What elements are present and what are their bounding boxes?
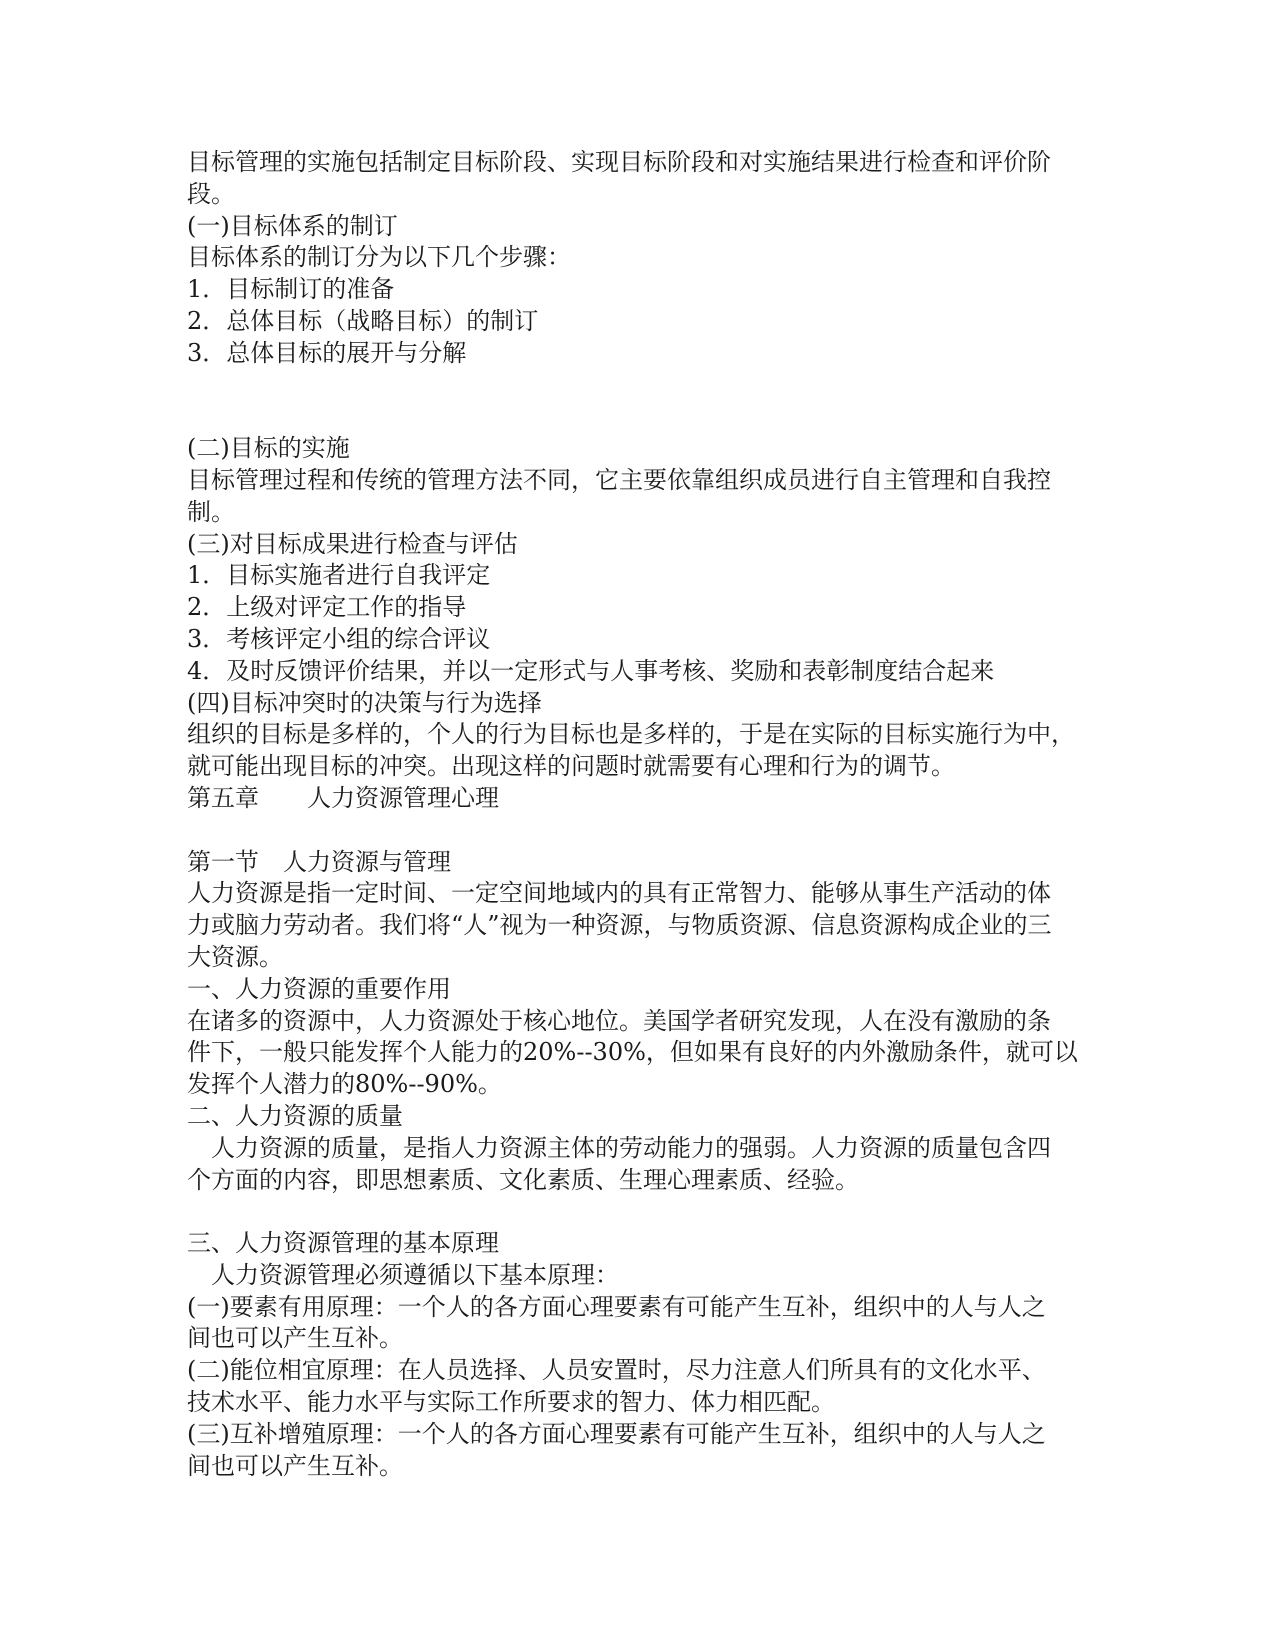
section-heading: (四)目标冲突时的决策与行为选择 [187, 688, 542, 717]
text-line: 力或脑力劳动者。我们将“人”视为一种资源，与物质资源、信息资源构成企业的三 [187, 911, 1052, 940]
chapter-number: 第五章 [187, 783, 259, 812]
text-line: (一)要素有用原理：一个人的各方面心理要素有可能产生互补，组织中的人与人之 [187, 1292, 1046, 1321]
text-line: 目标管理的实施包括制定目标阶段、实现目标阶段和对实施结果进行检查和评价阶 [187, 148, 1051, 176]
text-line: (三)互补增殖原理：一个人的各方面心理要素有可能产生互补，组织中的人与人之 [187, 1419, 1046, 1448]
section-heading: 二、人力资源的质量 [187, 1101, 403, 1130]
text-line: 间也可以产生互补。 [187, 1451, 403, 1480]
spacer [187, 1196, 1087, 1228]
section-title: 人力资源与管理 [283, 847, 451, 876]
list-item: 1．目标制订的准备 [187, 275, 395, 304]
chapter-title: 人力资源管理心理 [307, 783, 499, 812]
text-line: 目标管理过程和传统的管理方法不同，它主要依靠组织成员进行自主管理和自我控 [187, 465, 1051, 494]
text-line: 段。 [187, 179, 235, 208]
section-heading [187, 847, 1087, 879]
text-line: 组织的目标是多样的，个人的行为目标也是多样的，于是在实际的目标实施行为中， [187, 720, 1075, 749]
text-line: 就可能出现目标的冲突。出现这样的问题时就需要有心理和行为的调节。 [187, 752, 955, 781]
chapter-heading [187, 783, 1087, 815]
list-item: 3．总体目标的展开与分解 [187, 338, 467, 367]
section-heading: (一)目标体系的制订 [187, 211, 398, 240]
text-line: (二)能位相宜原理：在人员选择、人员安置时，尽力注意人们所具有的文化水平、 [187, 1356, 1046, 1385]
text-line: 件下，一般只能发挥个人能力的20%--30%，但如果有良好的内外激励条件，就可以 [187, 1038, 1078, 1067]
spacer [187, 370, 1087, 434]
spacer [187, 815, 1087, 847]
text-line: 在诸多的资源中，人力资源处于核心地位。美国学者研究发现，人在没有激励的条 [187, 1006, 1051, 1035]
list-item: 3．考核评定小组的综合评议 [187, 624, 491, 653]
text-line: 个方面的内容，即思想素质、文化素质、生理心理素质、经验。 [187, 1165, 859, 1194]
text-line: 目标体系的制订分为以下几个步骤： [187, 243, 571, 272]
text-line: 人力资源的质量，是指人力资源主体的劳动能力的强弱。人力资源的质量包含四 [187, 1133, 1051, 1162]
section-heading: 一、人力资源的重要作用 [187, 974, 451, 1003]
text-line: 制。 [187, 497, 235, 526]
text-line: 技术水平、能力水平与实际工作所要求的智力、体力相匹配。 [187, 1388, 835, 1417]
text-line: 发挥个人潜力的80%--90%。 [187, 1070, 502, 1099]
list-item: 2．上级对评定工作的指导 [187, 593, 467, 622]
text-line: 间也可以产生互补。 [187, 1324, 403, 1353]
text-line: 大资源。 [187, 942, 283, 971]
section-heading: 三、人力资源管理的基本原理 [187, 1229, 499, 1258]
section-heading: (二)目标的实施 [187, 434, 350, 463]
list-item: 2．总体目标（战略目标）的制订 [187, 306, 539, 335]
text-line: 人力资源是指一定时间、一定空间地域内的具有正常智力、能够从事生产活动的体 [187, 879, 1051, 908]
list-item: 4．及时反馈评价结果，并以一定形式与人事考核、奖励和表彰制度结合起来 [187, 656, 995, 685]
list-item: 1．目标实施者进行自我评定 [187, 561, 491, 590]
section-number: 第一节 [187, 847, 259, 876]
text-line: 人力资源管理必须遵循以下基本原理： [187, 1260, 619, 1289]
section-heading: (三)对目标成果进行检查与评估 [187, 529, 518, 558]
document-page [187, 147, 1087, 1482]
